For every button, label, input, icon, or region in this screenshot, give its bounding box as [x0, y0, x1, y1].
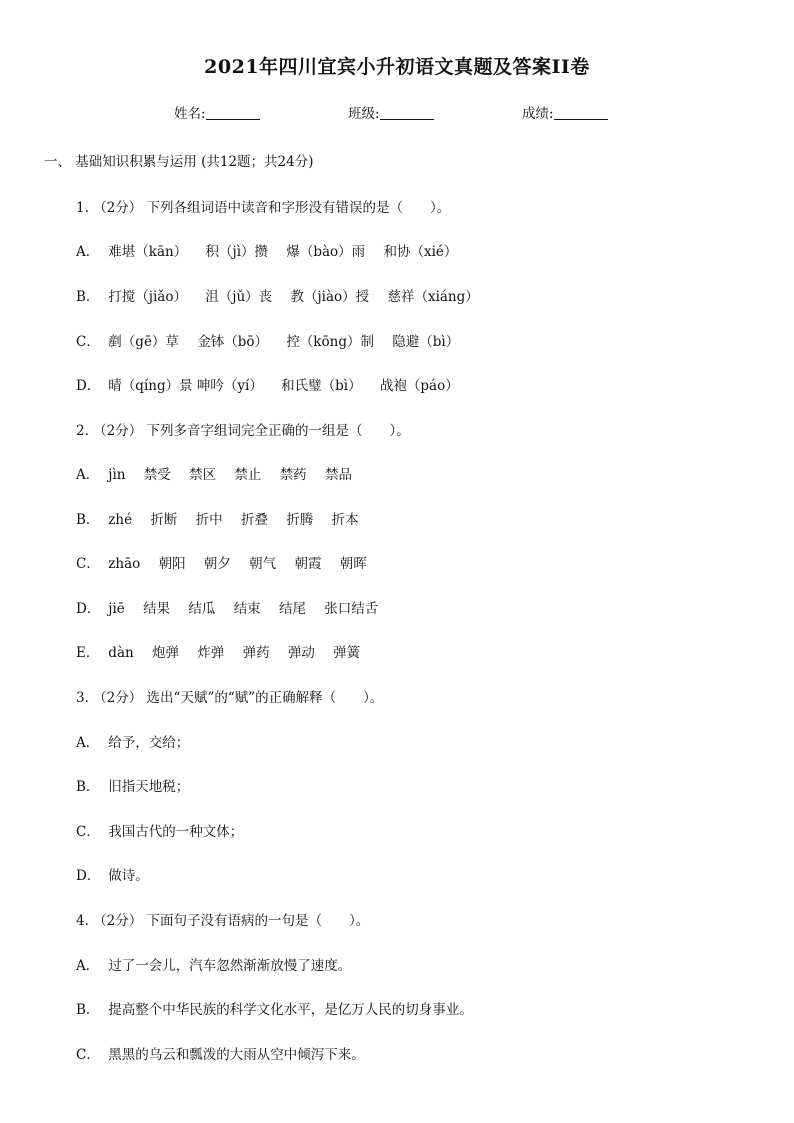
- option-segment: 爆（bào）雨: [286, 244, 366, 260]
- question-2-option-c: [76, 552, 381, 572]
- score-field: [522, 102, 608, 122]
- question-1-option-c: [76, 330, 473, 350]
- option-segment: 炸弹: [197, 645, 225, 661]
- option-segment: 弹动: [287, 645, 315, 661]
- question-2-option-e: [76, 641, 374, 661]
- option-segment: 禁受: [143, 467, 171, 483]
- option-segment: dàn: [108, 645, 134, 661]
- option-segment: 弹簧: [333, 645, 361, 661]
- class-blank[interactable]: [380, 105, 434, 120]
- question-2-option-a: [76, 463, 366, 483]
- option-segment: 结瓜: [188, 601, 216, 617]
- option-segment: 沮（jǔ）丧: [205, 289, 273, 305]
- question-3-option-a: [76, 731, 203, 751]
- option-label: A．: [76, 735, 100, 751]
- option-segment: 做诗。: [108, 868, 149, 884]
- question-2-stem: 2. （2分） 下列多音字组词完全正确的一组是（ ）。: [76, 423, 410, 439]
- option-label: B．: [76, 1002, 100, 1018]
- option-segment: 朝气: [249, 556, 277, 572]
- option-segment: 教（jiào）授: [290, 289, 370, 305]
- option-label: D．: [76, 378, 101, 394]
- option-label: C．: [76, 556, 100, 572]
- option-label: D．: [76, 868, 101, 884]
- option-segment: 弹药: [242, 645, 270, 661]
- option-segment: 旧指天地税；: [108, 779, 190, 795]
- student-info-row: [0, 102, 794, 124]
- question-3-option-b: [76, 775, 203, 795]
- option-segment: 战袍（páo）: [379, 378, 459, 394]
- option-label: B．: [76, 779, 100, 795]
- name-blank[interactable]: [206, 105, 260, 120]
- option-segment: 晴（qíng）景 呻吟（yí）: [108, 378, 263, 394]
- option-label: A．: [76, 958, 100, 974]
- option-segment: 张口结舌: [324, 601, 379, 617]
- option-segment: 结果: [143, 601, 171, 617]
- score-label: 成绩:: [522, 106, 554, 122]
- question-3-stem: 3. （2分） 选出“天赋”的“赋”的正确解释（ ）。: [76, 690, 384, 706]
- option-segment: 提高整个中华民族的科学文化水平，是亿万人民的切身事业。: [108, 1002, 473, 1018]
- option-segment: 折断: [150, 512, 178, 528]
- option-segment: 打搅（jiǎo）: [108, 289, 187, 305]
- option-label: D．: [76, 601, 101, 617]
- option-segment: 结束: [233, 601, 261, 617]
- option-label: A．: [76, 244, 100, 260]
- score-blank[interactable]: [554, 105, 608, 120]
- option-segment: 慈祥（xiáng）: [387, 289, 479, 305]
- option-segment: zhé: [108, 512, 133, 528]
- question-1-option-d: [76, 374, 473, 394]
- option-segment: 朝阳: [158, 556, 186, 572]
- option-segment: 折腾: [286, 512, 314, 528]
- question-1-option-a: [76, 240, 471, 260]
- option-label: B．: [76, 512, 100, 528]
- option-segment: 折本: [331, 512, 359, 528]
- question-1-option-b: [76, 285, 493, 305]
- option-segment: 禁止: [234, 467, 262, 483]
- question-3-option-c: [76, 820, 257, 840]
- question-2-option-d: [76, 597, 392, 617]
- option-segment: 隐避（bì）: [392, 334, 460, 350]
- option-segment: 折叠: [240, 512, 268, 528]
- option-label: C．: [76, 334, 100, 350]
- option-segment: 难堪（kān）: [108, 244, 188, 260]
- question-1-stem: 1. （2分） 下列各组词语中读音和字形没有错误的是（ ）。: [76, 200, 451, 216]
- section-heading: 一、 基础知识积累与运用 (共12题；共24分): [44, 154, 314, 170]
- option-segment: 折中: [195, 512, 223, 528]
- option-segment: 朝霞: [294, 556, 322, 572]
- question-4-option-b: [76, 998, 487, 1018]
- question-4-option-a: [76, 954, 365, 974]
- option-segment: 结尾: [278, 601, 306, 617]
- option-label: B．: [76, 289, 100, 305]
- option-segment: 禁药: [279, 467, 307, 483]
- option-segment: 给予，交给；: [108, 735, 190, 751]
- option-segment: 和氏璧（bì）: [281, 378, 362, 394]
- option-segment: 积（jì）攒: [205, 244, 269, 260]
- question-2-option-b: [76, 508, 373, 528]
- option-segment: 炮弹: [151, 645, 179, 661]
- option-segment: 黑黑的乌云和瓢泼的大雨从空中倾泻下来。: [108, 1047, 365, 1063]
- option-segment: 过了一会儿，汽车忽然渐渐放慢了速度。: [108, 958, 352, 974]
- option-label: C．: [76, 824, 100, 840]
- option-label: C．: [76, 1047, 100, 1063]
- option-segment: 和协（xié）: [383, 244, 458, 260]
- document-title: 2021年四川宜宾小升初语文真题及答案II卷: [204, 56, 590, 78]
- question-3-option-d: [76, 864, 163, 884]
- question-4-stem: 4. （2分） 下面句子没有语病的一句是（ ）。: [76, 913, 370, 929]
- option-segment: 禁品: [324, 467, 352, 483]
- question-4-option-c: [76, 1043, 379, 1063]
- name-field: [174, 102, 260, 122]
- option-segment: zhāo: [108, 556, 141, 572]
- option-segment: jiē: [108, 601, 125, 617]
- option-label: A．: [76, 467, 100, 483]
- option-segment: 朝夕: [203, 556, 231, 572]
- class-label: 班级:: [348, 106, 380, 122]
- option-segment: jìn: [108, 467, 126, 483]
- option-segment: 朝晖: [339, 556, 367, 572]
- option-label: E．: [76, 645, 100, 661]
- option-segment: 控（kōng）制: [286, 334, 374, 350]
- name-label: 姓名:: [174, 106, 206, 122]
- option-segment: 禁区: [189, 467, 217, 483]
- class-field: [348, 102, 434, 122]
- option-segment: 剷（gē）草: [108, 334, 179, 350]
- option-segment: 金钵（bō）: [197, 334, 269, 350]
- option-segment: 我国古代的一种文体；: [108, 824, 244, 840]
